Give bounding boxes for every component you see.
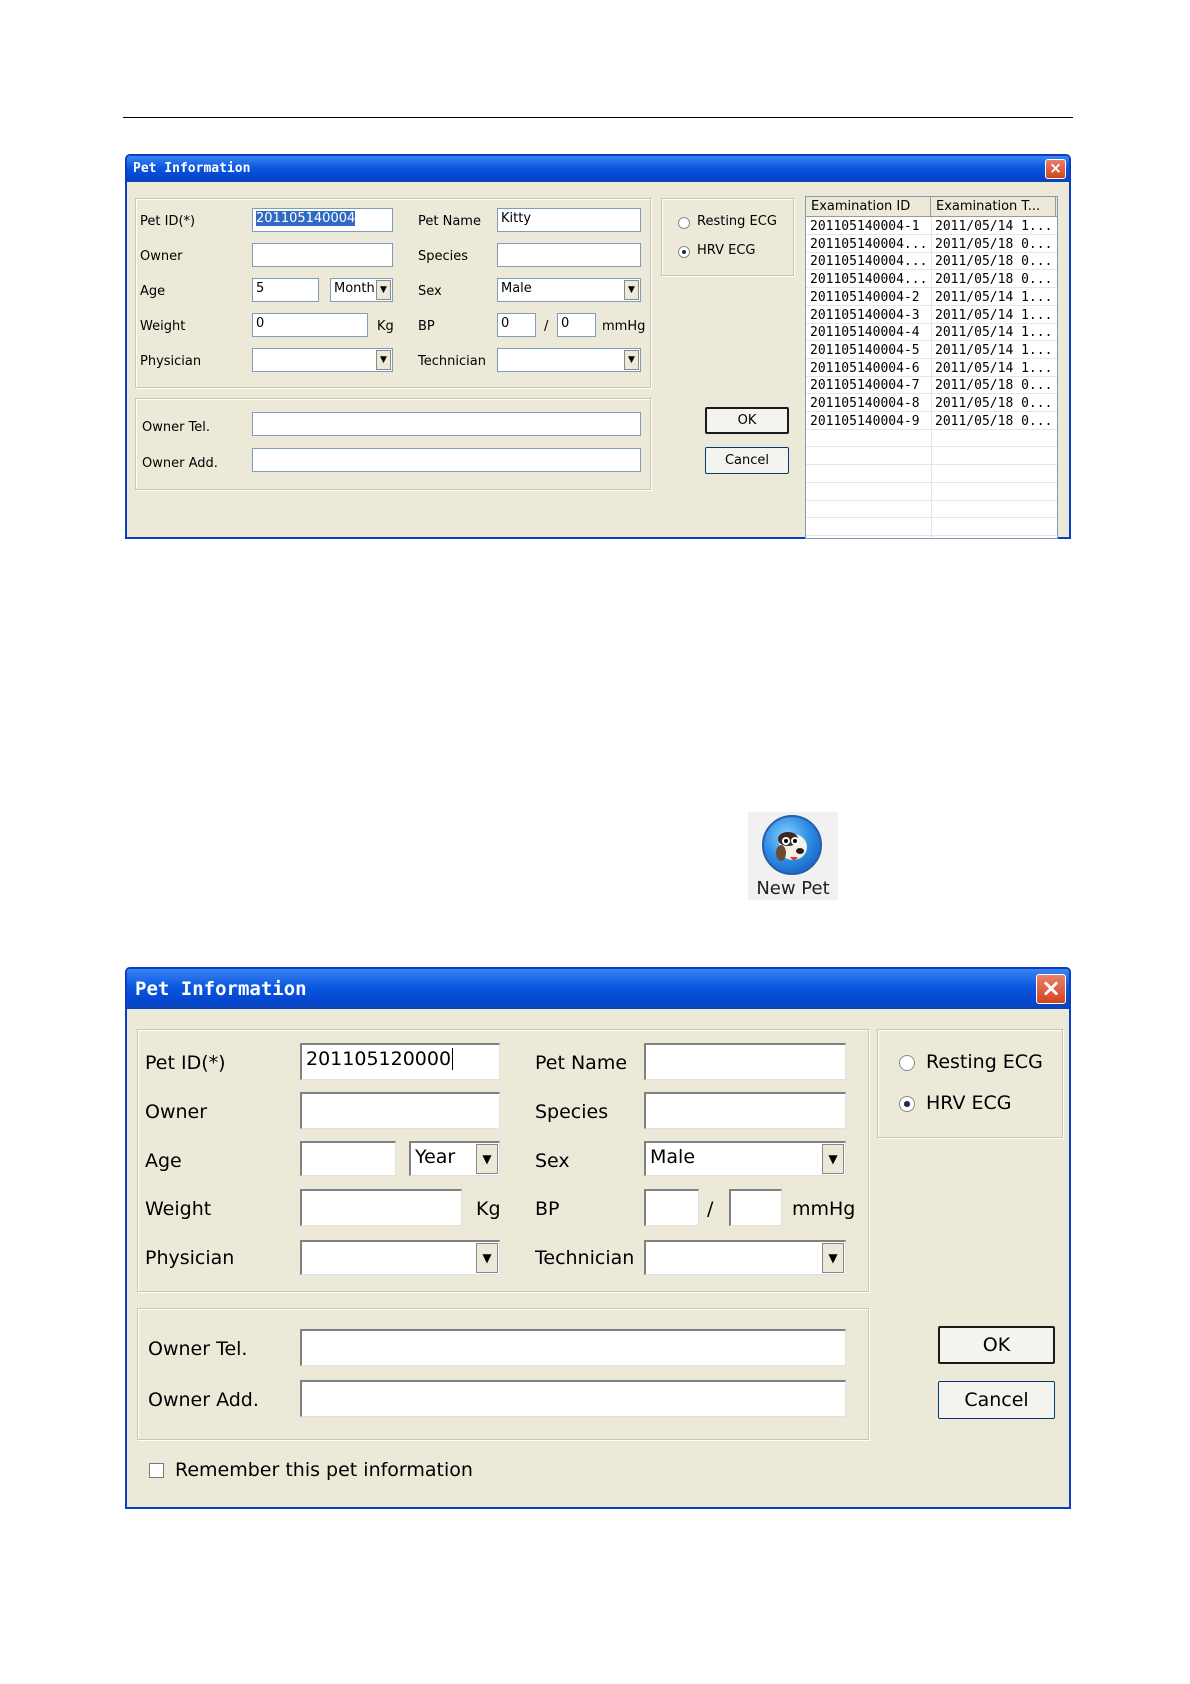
title-bar [127,969,1069,1009]
examination-id-cell: 201105140004-9 [810,413,920,429]
bp-label: BP [418,319,435,334]
close-button[interactable] [1045,159,1066,179]
bp-systolic-input[interactable]: 0 [497,313,536,337]
examination-id-cell: 201105140004-6 [810,360,920,376]
technician-select[interactable] [497,348,641,372]
species-label: Species [535,1101,609,1123]
chevron-down-icon[interactable]: ▼ [476,1243,498,1273]
examination-time-cell: 2011/05/18 0... [935,254,1053,270]
ecg-type-group [877,1029,1063,1138]
physician-select[interactable] [252,348,393,372]
pet-name-label: Pet Name [535,1052,628,1074]
hrv-ecg-radio[interactable] [678,246,690,258]
list-grid-row [806,484,1058,501]
age-input[interactable] [300,1141,396,1176]
examination-list-header [806,197,1058,217]
mmhg-unit: mmHg [792,1198,856,1220]
age-label: Age [145,1150,182,1172]
examination-id-cell: 201105140004... [810,272,928,288]
dog-pilot-icon[interactable] [762,815,822,875]
hrv-ecg-label[interactable]: HRV ECG [926,1092,1012,1114]
list-grid-row [806,519,1058,536]
table-row[interactable] [806,218,1058,235]
ok-button[interactable]: OK [938,1326,1055,1364]
title-bar [127,156,1069,182]
examination-time-cell: 2011/05/18 0... [935,236,1053,252]
dialog-title: Pet Information [135,978,307,1000]
chevron-down-icon[interactable]: ▼ [624,350,639,370]
pet-name-input[interactable]: Kitty [497,208,641,232]
examination-time-cell: 2011/05/14 1... [935,325,1053,341]
table-row[interactable] [806,236,1058,253]
owner-add-label: Owner Add. [148,1389,259,1411]
table-row[interactable] [806,307,1058,324]
age-label: Age [140,284,166,299]
examination-time-cell: 2011/05/14 1... [935,342,1053,358]
chevron-down-icon[interactable]: ▼ [476,1144,498,1174]
technician-label: Technician [418,354,486,369]
pet-id-label: Pet ID(*) [140,214,196,229]
age-input[interactable]: 5 [252,278,319,302]
pet-id-value: 201105140004 [256,211,356,226]
sex-select[interactable] [497,278,641,302]
examination-time-cell: 2011/05/14 1... [935,307,1053,323]
weight-input[interactable]: 0 [252,313,368,337]
pet-name-label: Pet Name [418,214,481,229]
chevron-down-icon[interactable]: ▼ [822,1243,844,1273]
list-grid-row [806,537,1058,539]
close-button[interactable] [1036,974,1066,1004]
owner-add-input[interactable] [252,448,641,472]
technician-select[interactable] [644,1240,846,1275]
species-input[interactable] [497,243,641,267]
owner-contact-group [137,1308,869,1440]
examination-time-cell: 2011/05/18 0... [935,272,1053,288]
sex-value: Male [650,1146,696,1168]
table-row[interactable] [806,413,1058,430]
new-pet-label[interactable]: New Pet [756,878,830,899]
column-header-examination-id[interactable]: Examination ID [806,197,931,217]
ecg-type-group [661,198,794,276]
species-label: Species [418,249,469,264]
table-row[interactable] [806,377,1058,394]
weight-input[interactable] [300,1189,462,1226]
examination-id-cell: 201105140004-4 [810,325,920,341]
examination-time-cell: 2011/05/18 0... [935,413,1053,429]
page-rule [123,117,1073,118]
bp-diastolic-input[interactable] [729,1189,782,1226]
remember-checkbox[interactable] [149,1463,164,1478]
resting-ecg-label[interactable]: Resting ECG [697,214,777,229]
examination-id-cell: 201105140004-3 [810,307,920,323]
table-row[interactable] [806,289,1058,306]
examination-time-cell: 2011/05/18 0... [935,378,1053,394]
bp-diastolic-input[interactable]: 0 [557,313,596,337]
table-row[interactable] [806,253,1058,270]
pet-id-input[interactable] [252,208,393,232]
examination-id-cell: 201105140004-1 [810,219,920,234]
examination-time-cell: 2011/05/14 1... [935,360,1053,376]
age-unit-select[interactable] [409,1141,500,1176]
weight-label: Weight [145,1198,212,1220]
examination-id-cell: 201105140004-5 [810,342,920,358]
sex-select[interactable] [644,1141,846,1176]
sex-value: Male [501,281,532,296]
kg-unit: Kg [377,319,394,334]
examination-time-cell: 2011/05/18 0... [935,396,1053,411]
remember-label[interactable]: Remember this pet information [175,1459,473,1481]
close-icon: × [1049,159,1062,177]
species-input[interactable] [644,1092,846,1129]
physician-label: Physician [145,1247,235,1269]
pet-id-label: Pet ID(*) [145,1052,226,1074]
list-grid-row [806,466,1058,483]
owner-add-input[interactable] [300,1380,846,1417]
mmhg-unit: mmHg [602,319,646,334]
owner-tel-input[interactable] [252,412,641,436]
chevron-down-icon[interactable]: ▼ [376,350,391,370]
examination-id-cell: 201105140004-2 [810,289,920,305]
bp-separator: / [544,319,549,334]
list-grid-row [806,448,1058,465]
owner-label: Owner [145,1101,208,1123]
age-unit-value: Month [334,281,375,296]
pet-information-dialog-existing [125,154,1071,539]
owner-label: Owner [140,249,183,264]
bp-systolic-input[interactable] [644,1189,699,1226]
chevron-down-icon[interactable]: ▼ [822,1144,844,1174]
examination-time-cell: 2011/05/14 1... [935,289,1053,305]
examination-id-cell: 201105140004... [810,254,928,270]
hrv-ecg-radio[interactable] [899,1096,915,1112]
sex-label: Sex [418,284,442,299]
resting-ecg-radio[interactable] [899,1055,915,1071]
table-row[interactable] [806,395,1058,412]
resting-ecg-radio[interactable] [678,217,690,229]
owner-input[interactable] [252,243,393,267]
kg-unit: Kg [476,1198,501,1220]
text-cursor [452,1048,453,1070]
close-icon: × [1040,974,1062,1002]
cancel-button[interactable]: Cancel [938,1381,1055,1419]
column-header-examination-time[interactable]: Examination T... [931,197,1056,217]
examination-time-cell: 2011/05/14 1... [935,219,1053,234]
owner-tel-label: Owner Tel. [142,420,211,435]
examination-id-cell: 201105140004... [810,236,928,252]
dialog-title: Pet Information [133,161,251,176]
examination-list[interactable] [805,196,1058,539]
owner-tel-input[interactable] [300,1329,846,1366]
owner-tel-label: Owner Tel. [148,1338,248,1360]
physician-label: Physician [140,354,202,369]
table-row[interactable] [806,360,1058,377]
weight-label: Weight [140,319,186,334]
age-unit-value: Year [415,1146,456,1168]
sex-label: Sex [535,1150,570,1172]
resting-ecg-label[interactable]: Resting ECG [926,1051,1043,1073]
examination-id-cell: 201105140004-8 [810,396,920,411]
chevron-down-icon[interactable]: ▼ [624,280,639,300]
owner-input[interactable] [300,1092,500,1129]
cancel-button[interactable]: Cancel [705,447,789,474]
table-row[interactable] [806,342,1058,359]
ok-button[interactable]: OK [705,407,789,434]
pet-id-input[interactable] [300,1043,500,1080]
chevron-down-icon[interactable]: ▼ [376,280,391,300]
physician-select[interactable] [300,1240,500,1275]
hrv-ecg-label[interactable]: HRV ECG [697,243,756,258]
list-grid-row [806,501,1058,518]
age-unit-select[interactable] [330,278,393,302]
pet-information-dialog-new [125,967,1071,1509]
pet-name-input[interactable] [644,1043,846,1080]
bp-separator: / [707,1198,714,1220]
bp-label: BP [535,1198,560,1220]
technician-label: Technician [535,1247,635,1269]
owner-add-label: Owner Add. [142,456,218,471]
table-row[interactable] [806,324,1058,341]
table-row[interactable] [806,271,1058,288]
pet-id-value: 201105120000 [306,1048,452,1070]
list-grid-row [806,430,1058,447]
examination-id-cell: 201105140004-7 [810,378,920,394]
